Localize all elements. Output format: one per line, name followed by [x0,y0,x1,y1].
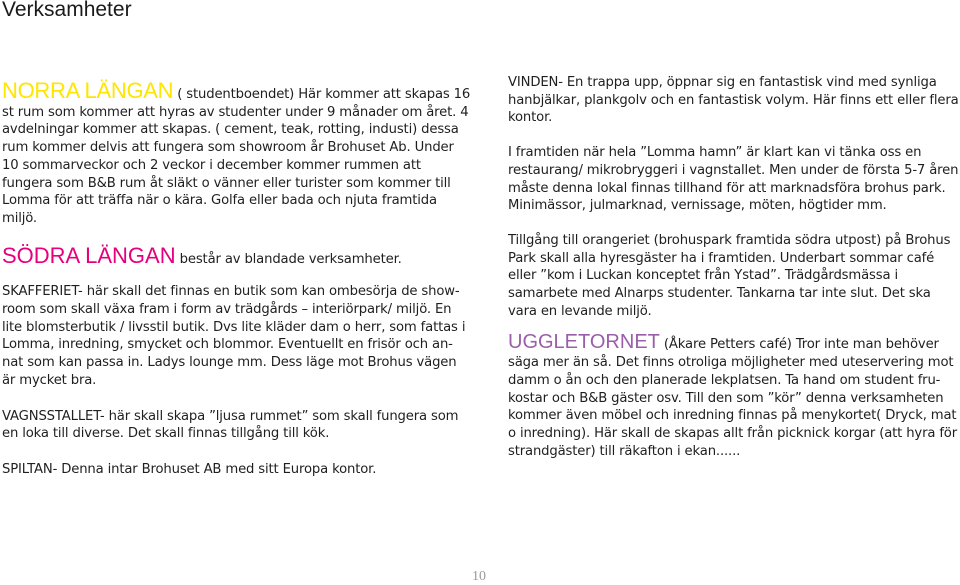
page-number: 10 [472,569,486,584]
norra-langan-heading: NORRA LÄNGAN [2,78,174,103]
uggletornet-heading: UGGLETORNET [508,331,660,354]
spiltan-paragraph: SPILTAN- Denna intar Brohuset AB med sitt Europa kontor. [2,461,377,477]
skafferiet-paragraph: SKAFFERIET- här skall det finnas en butik som kan ombesörja de show-room som skall växa fram i form av trädgårds – interiörpark/ miljö. En lite blomsterbutik / livsstil butik. Dvs lite kläder dam o herr, som fattas i Lomma, inredning, smycket och blommor. Eventuellt en frisör och an-nat som kan passa in. Ladys lounge mm. Dess läge mot Brohus vägen är mycket bra. [2,284,466,388]
sodra-langan-text: består av blandade verksamheter. [175,251,402,267]
uggletornet-paragraph [508,331,960,460]
page-title: Verksamheter [2,0,132,21]
right-column [508,75,960,460]
left-column [2,80,472,479]
vagnsstallet-paragraph: VAGNSSTALLET- här skall skapa ”ljusa rummet” som skall fungera som en loka till diverse. Det skall finnas tillgång till kök. [2,408,459,442]
framtiden-paragraph: I framtiden när hela ”Lomma hamn” är klart kan vi tänka oss en restaurang/ mikrobryggeri i vagnstallet. Men under de första 5-7 åren måste denna lokal finnas tillhand för att marknadsföra brohus park. Minimässor, julmarknad, vernissage, möten, högtider mm. [508,145,959,214]
sodra-langan-paragraph [2,242,472,269]
uggletornet-text: (Åkare Petters café) Tror inte man behöver säga mer än så. Det finns otroliga möjligheter med uteservering mot damm o ån och den planerade lekplatsen. Ta hand om student fru-kostar och B&B gäster osv. Till den som ”kör” denna verksamheten kommer även möbel och inredning finnas på menykortet( Dryck, mat o inredning). Här skall de skapas allt från picknick korgar (att hyra för strandgäster) till räkafton i ekan...... [508,337,957,459]
sodra-langan-heading: SÖDRA LÄNGAN [2,242,176,268]
norra-langan-text: ( studentboendet) Här kommer att skapas 16 st rum som kommer att hyras av studenter under 9 månader om året. 4 avdelningar kommer att skapas. ( cement, teak, rotting, industi) dessa rum kommer delvis att fungera som showroom år Brohuset Ab. Under 10 sommarveckor och 2 veckor i december kommer rummen att fungera som B&B rum åt släkt o vänner eller turister som kommer till Lomma för att träffa när o kära. Golfa eller bada och njuta framtida miljö. [2,87,471,226]
orangeriet-paragraph: Tillgång till orangeriet (brohuspark framtida södra utpost) på Brohus Park skall alla hyresgäster ha i framtiden. Underbart sommar café eller ”kom i Luckan konceptet från Ystad”. Trädgårdsmässa i samarbete med Alnarps studenter. Tankarna tar inte slut. Det ska vara en levande miljö. [508,232,951,319]
norra-langan-paragraph [2,78,472,228]
vinden-paragraph: VINDEN- En trappa upp, öppnar sig en fantastisk vind med synliga hanbjälkar, plankgolv och en fantastisk volym. Här finns ett eller flera kontor. [508,75,959,126]
